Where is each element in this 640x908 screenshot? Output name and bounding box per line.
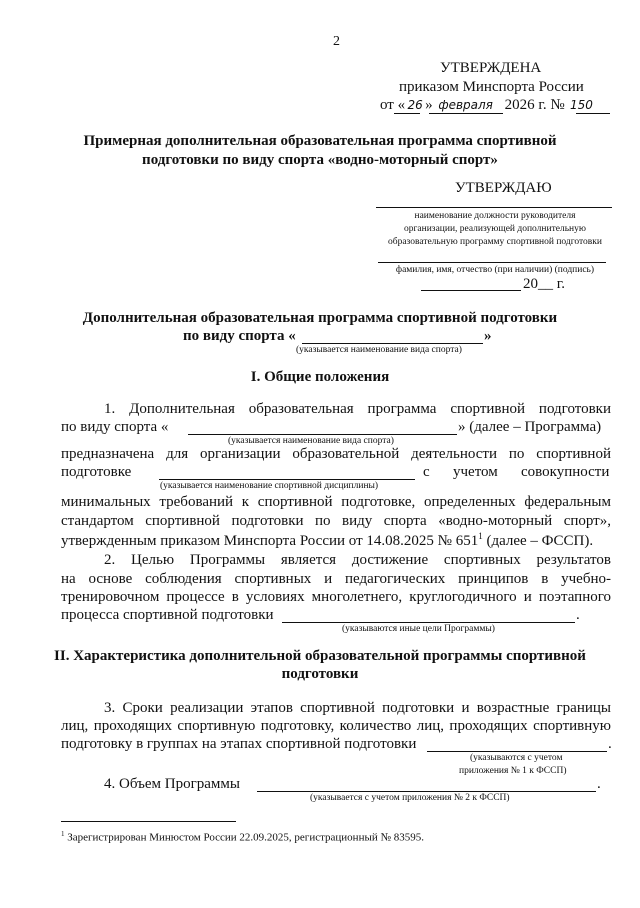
footnote-text: Зарегистрирован Минюстом России 22.09.2025, регистрационный № 83595. (64, 831, 424, 844)
section2-heading-line1: II. Характеристика дополнительной образовательной программы спортивной (54, 648, 586, 664)
approval-number-line (576, 113, 610, 114)
section1-p1-line4-mid: с (423, 464, 430, 480)
footnote-separator (61, 821, 236, 822)
approval-title: УТВЕРЖДЕНА (440, 60, 542, 76)
approval-year: 2026 г. № (504, 97, 565, 113)
section1-p2-line2: на основе соблюдения спортивных и педагогических принципов в учебно- (61, 571, 611, 587)
approval-by: приказом Минспорта России (399, 79, 584, 95)
section1-p2-hint: (указываются иные цели Программы) (342, 624, 495, 634)
section1-p1-line4-w1: учетом (453, 464, 498, 480)
approve-hint3: образовательную программу спортивной подготовки (387, 237, 602, 247)
approve-name-line (378, 262, 606, 263)
section2-p3-line2: лиц, проходящих спортивную подготовку, количество лиц, проходящих спортивную (61, 718, 611, 734)
approve-date-line (421, 290, 521, 291)
approval-month: февраля (438, 98, 493, 112)
approval-month-line (429, 113, 503, 114)
section1-p1-sport-line (188, 434, 457, 435)
section1-p2-line4-end: . (576, 607, 580, 623)
doc-title-line2: подготовки по виду спорта «водно-моторный спорт» (142, 152, 498, 168)
section1-p1-line2-start: по виду спорта « (61, 419, 169, 435)
approval-day: 26 (407, 98, 423, 112)
section2-p4-line (257, 791, 596, 792)
footnote-ref: 1 (478, 531, 483, 541)
approve-title: УТВЕРЖДАЮ (455, 180, 552, 196)
section1-p2-line1: 2. Целью Программы является достижение спортивных результатов (104, 552, 611, 568)
section1-p2-line3: тренировочном процессе в условиях многолетнего, круглогодичного и поэтапного (61, 589, 611, 605)
section2-p3-line1: 3. Сроки реализации этапов спортивной подготовки и возрастные границы (104, 700, 611, 716)
doc-title-line1: Примерная дополнительная образовательная программа спортивной (83, 133, 557, 149)
section1-p1-line4-w2: совокупности (521, 464, 610, 480)
section2-p3-hint2: приложения № 1 к ФССП) (459, 766, 567, 776)
section2-p3-line (427, 751, 607, 752)
section1-heading: I. Общие положения (250, 369, 390, 385)
approval-date (380, 97, 594, 114)
section1-p1-line6: стандартом спортивной подготовки по виду спорта «водно-моторный спорт», (61, 513, 611, 529)
section1-p2-goals-line (282, 622, 575, 623)
approval-day-line (394, 113, 420, 114)
approval-date-close: » (425, 97, 433, 113)
section1-p1-line1: 1. Дополнительная образовательная программа спортивной подготовки (104, 401, 611, 417)
section2-p3-line3-start: подготовку в группах на этапах спортивной подготовки (61, 736, 417, 752)
section2-p4-end: . (597, 776, 601, 792)
section1-p1-line3: предназначена для организации образовательной деятельности по спортивной (61, 446, 611, 462)
approve-hint1: наименование должности руководителя (414, 211, 576, 221)
program-title-line2-start: по виду спорта « (183, 328, 296, 344)
section2-p4-hint: (указывается с учетом приложения № 2 к ФССП) (310, 793, 510, 803)
section2-p3-line3-end: . (608, 736, 612, 752)
section1-p1-hint2: (указывается наименование спортивной дисциплины) (160, 481, 379, 491)
footnote-marker: 1 (61, 830, 65, 838)
page-number: 2 (333, 34, 340, 49)
approve-hint2: организации, реализующей дополнительную (404, 224, 586, 234)
section1-p1-discipline-line (159, 479, 415, 480)
approve-position-line (376, 207, 612, 208)
section1-p1-line5: минимальных требований к спортивной подготовке, определенных федеральным (61, 494, 611, 510)
section2-p4-start: 4. Объем Программы (104, 776, 240, 792)
section1-p1-line7-end: (далее – ФССП). (482, 533, 594, 549)
program-title-line1: Дополнительная образовательная программа спортивной подготовки (82, 310, 558, 326)
section1-p1-line4-start: подготовке (61, 464, 132, 480)
section1-p1-line2-end: » (далее – Программа) (458, 419, 602, 435)
section2-heading-line2: подготовки (281, 666, 359, 682)
section2-p3-hint1: (указываются с учетом (470, 753, 563, 763)
section1-p1-line7-text: утвержденным приказом Минспорта России от 14.08.2025 № 651 (61, 533, 479, 549)
footnote (61, 830, 424, 844)
approval-date-prefix: от « (380, 97, 406, 113)
approve-year: 20__ г. (523, 276, 565, 292)
section1-p1-hint1: (указывается наименование вида спорта) (228, 436, 394, 446)
approval-number: 150 (569, 98, 593, 112)
section1-p1-line7 (61, 531, 593, 550)
program-sport-line (302, 343, 483, 344)
section1-p2-line4-start: процесса спортивной подготовки (61, 607, 274, 623)
program-title-hint: (указывается наименование вида спорта) (296, 345, 462, 355)
approve-hint4: фамилия, имя, отчество (при наличии) (подпись) (395, 265, 595, 275)
program-title-line2-end: » (484, 328, 492, 344)
